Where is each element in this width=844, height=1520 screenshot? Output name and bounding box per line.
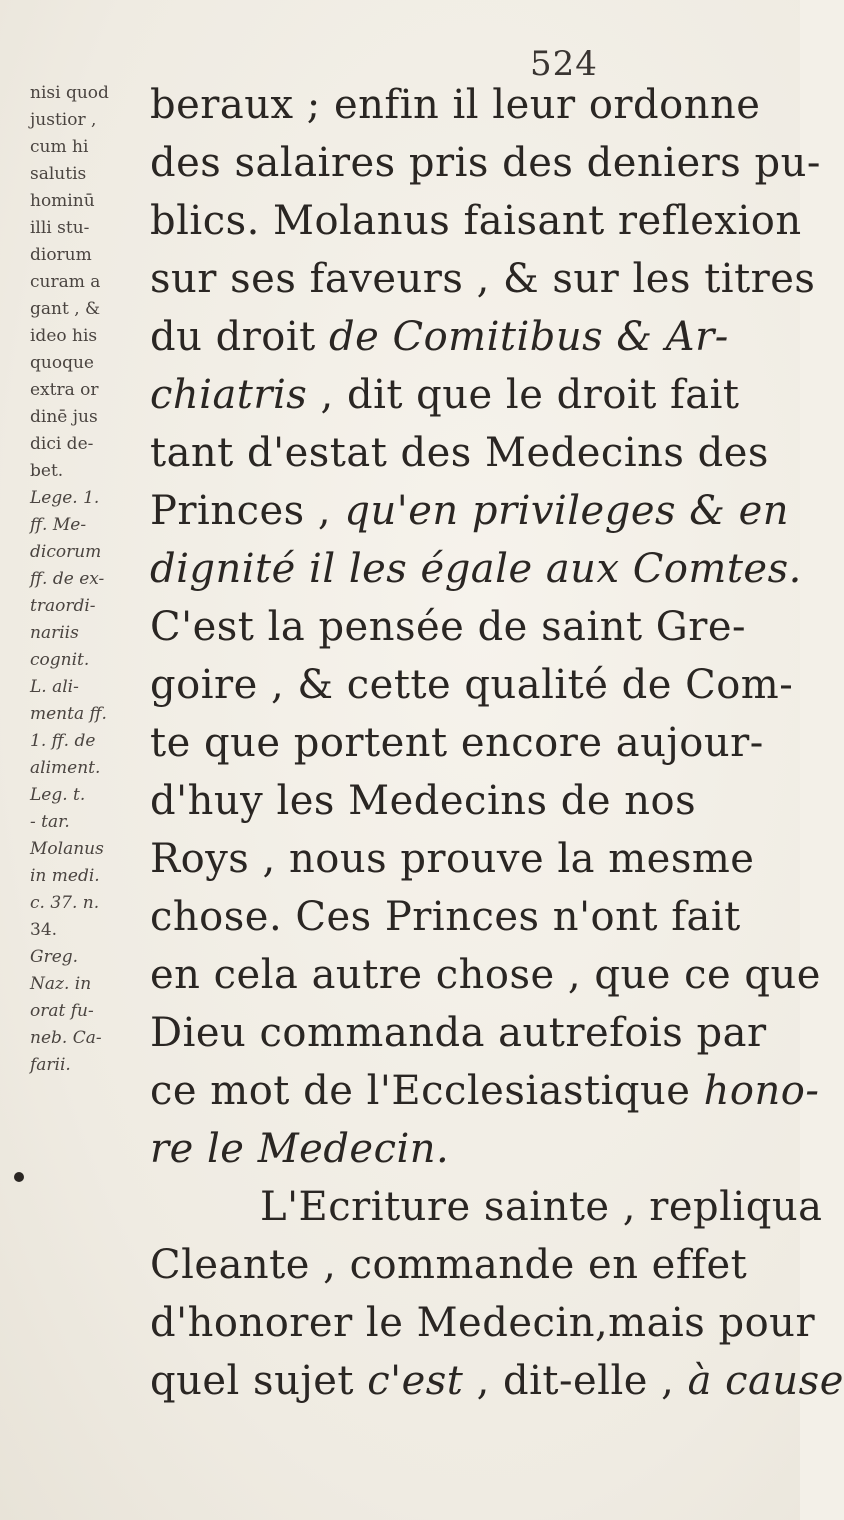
text-line: [150, 482, 790, 540]
margin-note-line: Naz. in: [30, 974, 92, 994]
text-line: [150, 1178, 823, 1236]
text-line: [150, 772, 790, 830]
text-line: [150, 1294, 816, 1352]
text-segment: du droit: [150, 314, 329, 360]
text-line: [150, 714, 790, 772]
text-segment: Princes ,: [150, 488, 345, 534]
margin-note-line: dici de-: [30, 434, 94, 454]
text-line: [150, 656, 794, 714]
margin-note-line: c. 37. n.: [30, 893, 100, 913]
margin-note-line: extra or: [30, 380, 99, 400]
margin-note-line: farii.: [30, 1055, 71, 1075]
margin-notes: [30, 80, 130, 1079]
text-segment: beraux ; enfin il leur ordonne: [150, 82, 761, 128]
text-segment: en cela autre chose , que ce que: [150, 952, 821, 998]
margin-note-line: gant , &: [30, 299, 101, 319]
italic-text-segment: hono-: [703, 1068, 820, 1114]
margin-note-line: L. ali-: [30, 677, 79, 697]
text-segment: quel sujet: [150, 1358, 368, 1404]
margin-note-line: bet.: [30, 461, 64, 481]
italic-text-segment: qu'en privileges & en: [344, 488, 790, 534]
margin-note-line: justior ,: [30, 110, 97, 130]
text-line: [150, 76, 790, 134]
text-line: [150, 540, 802, 598]
text-segment: blics. Molanus faisant reflexion: [150, 198, 802, 244]
margin-note-line: nisi quod: [30, 83, 109, 103]
margin-note-line: nariis: [30, 623, 79, 643]
margin-note-line: traordi-: [30, 596, 96, 616]
text-line: [150, 1352, 844, 1410]
text-segment: d'huy les Medecins de nos: [150, 778, 697, 824]
text-segment: sur ses faveurs , & sur les titres: [150, 256, 816, 302]
text-segment: C'est la pensée de saint Gre-: [150, 604, 747, 650]
italic-text-segment: re le Medecin.: [150, 1126, 450, 1172]
margin-note-line: 1. ff. de: [30, 731, 96, 751]
margin-note-line: curam a: [30, 272, 101, 292]
margin-note-line: dinē jus: [30, 407, 98, 427]
margin-note-line: Leg. t.: [30, 785, 86, 805]
text-line: [150, 1062, 820, 1120]
margin-note-line: Greg.: [30, 947, 79, 967]
italic-text-segment: dignité il les égale aux Comtes.: [150, 546, 802, 592]
margin-note-line: Molanus: [30, 839, 104, 859]
text-segment: te que portent encore aujour-: [150, 720, 764, 766]
italic-text-segment: c'est: [367, 1358, 464, 1404]
text-line: [150, 308, 790, 366]
margin-note-line: diorum: [30, 245, 92, 265]
text-segment: Dieu commanda autrefois par: [150, 1010, 767, 1056]
margin-note-line: Lege. 1.: [30, 488, 100, 508]
margin-note-line: ideo his: [30, 326, 98, 346]
text-line: [150, 946, 821, 1004]
margin-note-line: quoque: [30, 353, 94, 373]
margin-note-line: ff. Me-: [30, 515, 87, 535]
margin-note-line: in medi.: [30, 866, 100, 886]
margin-note-line: aliment.: [30, 758, 101, 778]
text-segment: ce mot de l'Ecclesiastique: [150, 1068, 704, 1114]
margin-note-line: orat fu-: [30, 1001, 94, 1021]
text-line: [150, 598, 790, 656]
margin-note-line: cum hi: [30, 137, 89, 157]
text-line: [150, 134, 821, 192]
margin-note-line: - tar.: [30, 812, 70, 832]
text-segment: chose. Ces Princes n'ont fait: [150, 894, 741, 940]
text-line: [150, 1004, 790, 1062]
italic-text-segment: à cause: [687, 1358, 844, 1404]
text-line: [150, 424, 790, 482]
text-segment: Cleante , commande en effet: [150, 1242, 748, 1288]
text-segment: , dit que le droit fait: [307, 372, 740, 418]
italic-text-segment: de Comitibus & Ar-: [328, 314, 729, 360]
margin-note-line: hominū: [30, 191, 95, 211]
text-segment: goire , & cette qualité de Com-: [150, 662, 794, 708]
text-line: [150, 888, 790, 946]
margin-note-line: ff. de ex-: [30, 569, 105, 589]
text-segment: tant d'estat des Medecins des: [150, 430, 769, 476]
italic-text-segment: chiatris: [150, 372, 308, 418]
main-text: [150, 76, 844, 1410]
text-segment: d'honorer le Medecin,mais pour: [150, 1300, 816, 1346]
text-line: [150, 192, 802, 250]
margin-note-line: 34.: [30, 920, 58, 940]
text-segment: des salaires pris des deniers pu-: [150, 140, 821, 186]
margin-note-line: neb. Ca-: [30, 1028, 102, 1048]
margin-note-line: illi stu-: [30, 218, 90, 238]
text-line: [150, 250, 816, 308]
margin-bullet-mark: [14, 1172, 24, 1182]
text-segment: , dit-elle ,: [463, 1358, 688, 1404]
margin-note-line: dicorum: [30, 542, 102, 562]
margin-note-line: cognit.: [30, 650, 90, 670]
text-line: [150, 1120, 790, 1178]
text-segment: L'Ecriture sainte , repliqua: [260, 1184, 823, 1230]
margin-note-line: menta ff.: [30, 704, 107, 724]
margin-note-line: salutis: [30, 164, 87, 184]
text-line: [150, 1236, 790, 1294]
page-number: 524: [530, 44, 598, 84]
text-line: [150, 366, 790, 424]
text-segment: Roys , nous prouve la mesme: [150, 836, 755, 882]
text-line: [150, 830, 790, 888]
